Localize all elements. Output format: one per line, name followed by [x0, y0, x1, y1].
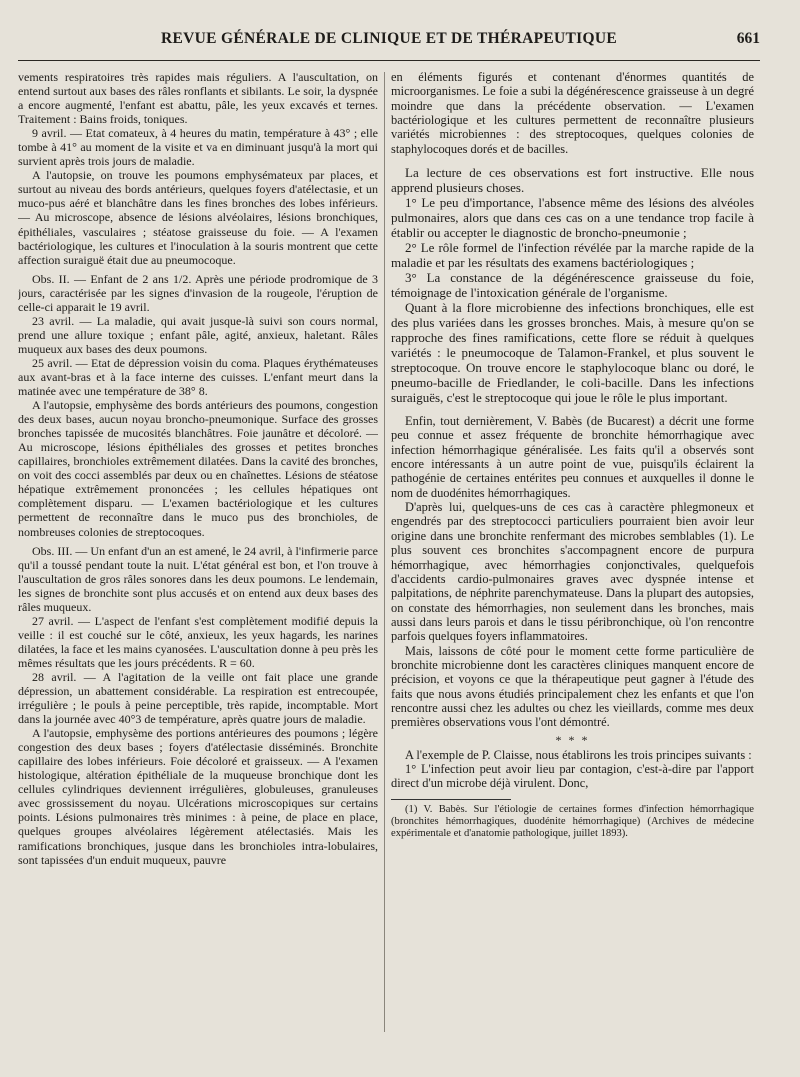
right-column	[391, 70, 754, 1070]
list-item: 1° Le peu d'importance, l'absence même des lésions des alvéoles pulmonaires, alors que dans ces cas on a une tendance trop facile à établir ou accepter le diagnostic de broncho-pneumonie ;	[391, 195, 754, 241]
paragraph: A l'exemple de P. Claisse, nous établirons les trois principes suivants :	[405, 747, 752, 762]
paragraph: 23 avril. — La maladie, qui avait jusque-là suivi son cours normal, prend une allure toxique ; enfant pâle, agité, anxieux, haletant. Râles muqueux aux bases des deux poumons.	[18, 313, 378, 356]
paragraph: D'après lui, quelques-uns de ces cas à caractère phlegmoneux et engendrés par des streptococci particuliers pourraient bien avoir leur origine dans une bronchite renfermant des microbes semblables (1). Le plus souvent ces bronchites s'accompagnent encore de purpura hémorrhagique, avec hémorrhagies conjonctivales, quelquefois d'accidents cardio-pulmonaires graves avec dyspnée intense et palpitations, de néphrite parenchymateuse. Dans la plupart des autopsies, on constate des hémorrhagies, non seulement dans les bronches, mais aussi dans leurs parois et dans le tissu péribronchique, où l'on rencontre parfois quelques foyers inflammatoires.	[391, 500, 754, 644]
paragraph: 27 avril. — L'aspect de l'enfant s'est complètement modifié depuis la veille : il est couché sur le côté, anxieux, les yeux hagards, les narines dilatées, la face et les mains cyanosées. L'auscultation donne à peu près les mêmes résultats que les jours précédents. R = 60.	[18, 613, 378, 670]
page-number: 661	[736, 30, 760, 47]
paragraph: Mais, laissons de côté pour le moment cette forme particulière de bronchite microbienne dont les caractères cliniques manquent encore de précision, et voyons ce que la thérapeutique peut gagner à l'étude des faits que nous avons étudiés principalement chez les enfants et que l'on rencontre aussi chez les adultes ou chez les vieillards, comme mes deux premières observations vous l'ont démontré.	[391, 643, 754, 730]
column-divider	[384, 72, 385, 1032]
paragraph: A l'autopsie, emphysème des bords antérieurs des poumons, congestion des deux bases, aucun noyau broncho-pneumonique. Surface des grosses bronches tapissée de mucosités blanchâtres. Foie jaunâtre et décoloré. — Au microscope, lésions épithéliales des grosses et petites bronches capillaires, bronchioles extrêmement dilatées. Dans la cavité des bronches, on voit des cocci assemblés par deux ou en chaînettes. Lésions de stéatose hépatique extrêmement prononcées ; les cellules hépatiques ont complètement disparu. — L'examen bactériologique et les cultures permettent de reconnaître dans le muco pus des bronchioles, de nombreuses colonies de streptocoques.	[18, 398, 378, 539]
header-rule	[18, 60, 760, 61]
footnote-rule	[391, 799, 511, 800]
paragraph: A l'autopsie, on trouve les poumons emphysémateux par places, et surtout au niveau des bords antérieurs, quelques foyers d'atélectasie, et un muco-pus aéré et blanchâtre dans les fines bronches des lobes inférieurs. — Au microscope, absence de lésions alvéolaires, lésions bronchiques, épithéliales, vasculaires ; stéatose graisseuse du foie. — A l'examen bactériologique, les cultures et l'inoculation à la souris montrent que cette affection suraiguë était due au pneumocoque.	[18, 168, 378, 267]
footnote: (1) V. Babès. Sur l'étiologie de certaines formes d'infection hémorrhagique (bronchites hémorrhagiques, duodénite hémorrhagique) (Archives de médecine expérimentale et d'anatomie pathologique, juillet 1893).	[391, 803, 754, 840]
section-separator: * * *	[555, 732, 590, 747]
observation-heading-paragraph: Obs. III. — Un enfant d'un an est amené, le 24 avril, à l'infirmerie parce qu'il a toussé pendant toute la nuit. L'état général est bon, et l'on trouve à l'auscultation de gros râles sonores dans les deux poumons. Le lendemain, les signes de bronchite sont plus accusés et on entend aux deux bases des râles muqueux.	[18, 543, 378, 614]
paragraph: vements respiratoires très rapides mais réguliers. A l'auscultation, on entend surtout aux bases des râles ronflants et sibilants. Le soir, la dyspnée a encore augmenté, l'enfant est abattu, pâle, les yeux excavés et ternes. Traitement : Bains froids, toniques.	[18, 70, 378, 127]
running-title: REVUE GÉNÉRALE DE CLINIQUE ET DE THÉRAPEUTIQUE	[161, 30, 617, 47]
paragraph: en éléments figurés et contenant d'énormes quantités de microorganismes. Le foie a subi la dégénérescence graisseuse à un degré moindre que dans la précédente observation. — L'examen bactériologique et les cultures permettent de reconnaître plusieurs variétés microbiennes : des streptocoques, quelques colonies de staphylocoques dorés et de bacilles.	[391, 70, 754, 156]
paragraph: Quant à la flore microbienne des infections bronchiques, elle est des plus variées dans les grosses bronches. Mais, à mesure qu'on se rapproche des fines ramifications, cette flore se réduit à quelques variétés : le pneumocoque de Talamon-Frankel, et plus souvent le streptocoque. On trouve encore le staphylocoque blanc ou doré, le pneumo-bacille de Friedlander, le coli-bacille. Dans les infections suraiguës, c'est le streptocoque qui joue le rôle le plus important.	[391, 300, 754, 406]
paragraph: 25 avril. — Etat de dépression voisin du coma. Plaques érythémateuses aux avant-bras et à la face interne des cuisses. L'enfant meurt dans la matinée avec une température de 38° 8.	[18, 355, 378, 399]
list-item: 2° Le rôle formel de l'infection révélée par la marche rapide de la maladie et par les résultats des examens bactériologiques ;	[391, 240, 754, 271]
paragraph: 28 avril. — A l'agitation de la veille ont fait place une grande dépression, un abattement considérable. La respiration est entrecoupée, irrégulière ; le pouls à peine perceptible, très rapide, incomptable. Mort dans la journée avec 40°3 de température, après quatre jours de maladie.	[18, 669, 378, 727]
left-column	[18, 70, 378, 1070]
list-item: 3° La constance de la dégénérescence graisseuse du foie, témoignage de l'intoxication générale de l'organisme.	[391, 270, 754, 301]
paragraph: 9 avril. — Etat comateux, à 4 heures du matin, température à 43° ; elle tombe à 41° au moment de la visite et va en diminuant jusqu'à la mort qui survient après trois jours de maladie.	[18, 126, 378, 169]
paragraph: La lecture de ces observations est fort instructive. Elle nous apprend plusieurs choses.	[391, 165, 754, 196]
paragraph: Enfin, tout dernièrement, V. Babès (de Bucarest) a décrit une forme peu connue et assez fréquente de bronchite hémorrhagique avec infection hémorrhagique généralisée. Les faits qu'il a observés sont encore intéressants à un autre point de vue, puisqu'ils éclairent la pathogénie de certaines entérites peu connues et auxquelles il donne le nom de duodénites hémorrhagiques.	[391, 414, 754, 500]
paragraph: 1° L'infection peut avoir lieu par contagion, c'est-à-dire par l'apport direct d'un microbe déjà virulent. Donc,	[391, 761, 754, 791]
page-header	[18, 30, 760, 54]
paragraph: A l'autopsie, emphysème des portions antérieures des poumons ; légère congestion des deux bases ; foyers d'atélectasie disséminés. Bronchite capillaire des lobes inférieurs. Foie décoloré et graisseux. — A l'examen histologique, altération épithéliale de la muqueuse bronchique dont les cellules cylindriques deviennent irrégulières, globuleuses, granuleuses avec grossissement du noyau. Ulcérations microscopiques sur certains points. Lésions pulmonaires très minimes : à peine, de place en place, quelques groupes alvéolaires légèrement atélectasiés. Mais les ramifications bronchiques, jusque dans les bronchioles intra-lobulaires, sont tapissées d'un enduit muqueux, pauvre	[18, 726, 378, 867]
observation-heading-paragraph: Obs. II. — Enfant de 2 ans 1/2. Après une période prodromique de 3 jours, caractérisée par les signes d'invasion de la rougeole, l'éruption de celle-ci apparait le 19 avril.	[18, 271, 378, 314]
